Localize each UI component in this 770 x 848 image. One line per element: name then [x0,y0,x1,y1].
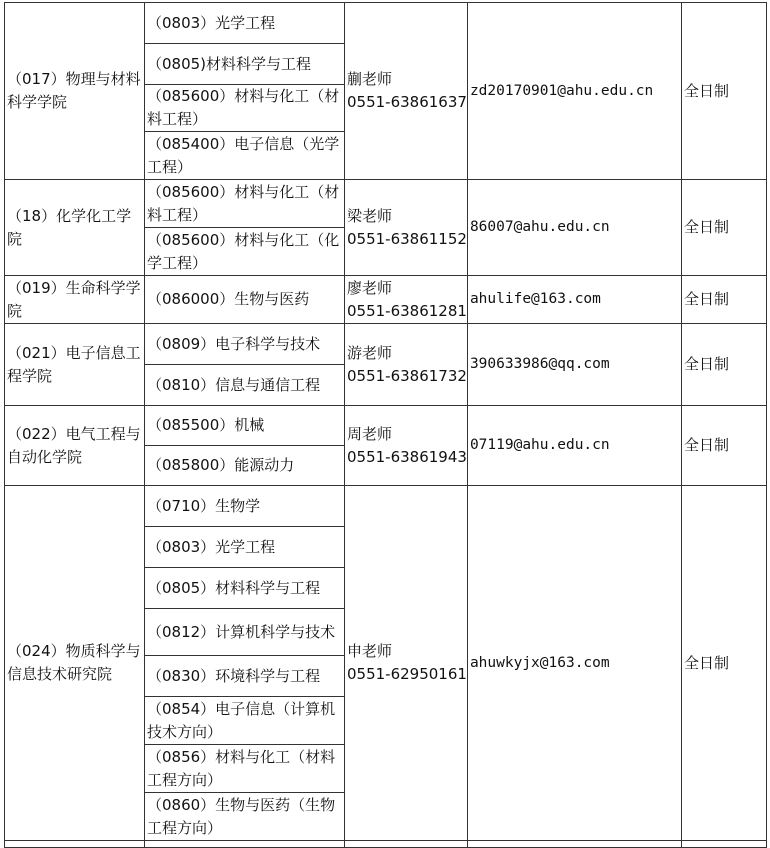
contact-cell [345,324,468,406]
school-name: （18）化学化工学院 [7,206,132,248]
contact-phone: 0551-62950161 [347,665,467,683]
major-name: （0810）信息与通信工程 [147,375,321,394]
major-name: （0854）电子信息（计算机技术方向） [147,699,336,741]
email-address: ahuwkyjx@163.com [469,654,610,671]
school-cell [5,180,145,276]
contact-phone: 0551-63861943 [347,447,467,466]
major-name: （085600）材料与化工（材料工程） [147,87,340,128]
major-cell [145,568,345,609]
major-name: （0812）计算机科学与技术 [147,622,336,641]
email-cell [467,486,681,841]
major-name: （0809）电子科学与技术 [147,334,321,353]
study-mode: 全日制 [683,436,729,454]
empty-cell [5,841,145,848]
table-row [5,841,767,848]
school-cell [5,486,145,841]
major-name: （086000）生物与医药 [147,290,310,308]
study-mode: 全日制 [683,290,729,308]
major-cell [145,406,345,446]
study-mode: 全日制 [683,81,729,100]
major-cell [145,44,345,85]
study-mode: 全日制 [683,218,729,236]
email-address: zd20170901@ahu.edu.cn [469,82,654,99]
major-name: （0710）生物学 [147,496,261,515]
major-cell [145,486,345,527]
table-row [5,276,767,324]
contact-cell [345,406,468,486]
contact-phone: 0551-63861152 [347,229,467,248]
major-cell [145,228,345,276]
email-address: 86007@ahu.edu.cn [469,219,610,235]
contact-name: 廖老师 [347,278,393,297]
school-cell [5,406,145,486]
major-cell [145,132,345,180]
contact-name: 蒯老师 [347,70,393,88]
major-name: （085600）材料与化工（化学工程） [147,230,340,272]
school-name: （024）物质科学与信息技术研究院 [7,642,141,683]
mode-cell [681,276,766,324]
major-cell [145,609,345,656]
major-name: （0830）环境科学与工程 [147,666,321,685]
major-cell [145,697,345,745]
school-name: （022）电气工程与自动化学院 [7,424,141,466]
major-cell [145,527,345,568]
contact-name: 梁老师 [347,206,393,225]
empty-cell [145,841,345,848]
table-row [5,406,767,446]
contact-phone: 0551-63861637 [347,93,467,111]
table-row [5,180,767,228]
major-cell [145,3,345,44]
major-cell [145,365,345,406]
admissions-table [4,2,767,848]
email-address: ahulife@163.com [469,291,601,307]
empty-cell [467,841,681,848]
contact-name: 申老师 [347,642,393,660]
school-cell [5,3,145,180]
email-cell [467,406,681,486]
contact-phone: 0551-63861281 [347,301,467,320]
table-row [5,486,767,527]
major-name: （0805）材料科学与工程 [147,578,321,597]
contact-name: 周老师 [347,424,393,443]
major-cell [145,85,345,132]
school-cell [5,276,145,324]
email-address: 390633986@qq.com [469,356,610,372]
study-mode: 全日制 [683,653,729,672]
contact-cell [345,3,468,180]
contact-cell [345,276,468,324]
major-cell [145,324,345,365]
major-cell [145,180,345,228]
school-name: （021）电子信息工程学院 [7,343,141,385]
mode-cell [681,406,766,486]
school-name: （019）生命科学学院 [7,278,141,320]
contact-phone: 0551-63861732 [347,366,467,385]
empty-cell [681,841,766,848]
major-name: （085400）电子信息（光学工程） [147,134,340,176]
major-cell [145,656,345,697]
mode-cell [681,180,766,276]
major-cell [145,446,345,486]
mode-cell [681,324,766,406]
major-name: （0856）材料与化工（材料工程方向） [147,747,336,789]
major-cell [145,745,345,793]
major-name: （0803）光学工程 [147,13,276,32]
email-cell [467,3,681,180]
study-mode: 全日制 [683,355,729,373]
major-name: （0803）光学工程 [147,537,276,556]
major-cell [145,276,345,324]
major-name: （0805)材料科学与工程 [147,54,312,73]
email-cell [467,324,681,406]
school-name: （017）物理与材料科学学院 [7,70,141,111]
mode-cell [681,486,766,841]
school-cell [5,324,145,406]
major-name: （085500）机械 [147,416,265,434]
email-address: 07119@ahu.edu.cn [469,437,610,453]
contact-name: 游老师 [347,343,393,362]
major-cell [145,793,345,841]
email-cell [467,276,681,324]
major-name: （085600）材料与化工（材料工程） [147,182,340,224]
empty-cell [345,841,468,848]
admissions-table-wrapper [4,2,767,848]
major-name: （085800）能源动力 [147,456,295,474]
table-row [5,3,767,44]
contact-cell [345,180,468,276]
table-row [5,324,767,365]
contact-cell [345,486,468,841]
major-name: （0860）生物与医药（生物工程方向） [147,795,336,837]
email-cell [467,180,681,276]
mode-cell [681,3,766,180]
